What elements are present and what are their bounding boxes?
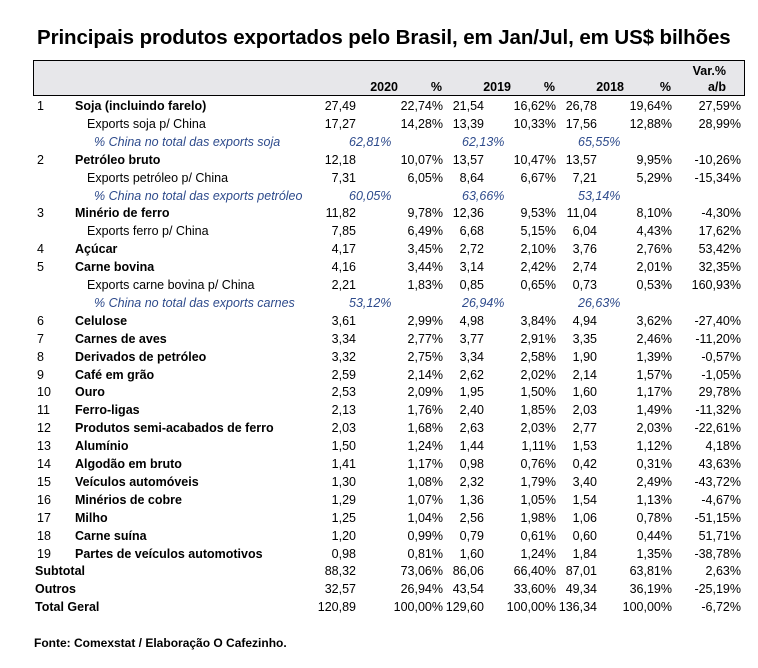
- table-row: [0, 133, 758, 151]
- value-2018: 136,34: [558, 600, 597, 615]
- row-number: 16: [37, 492, 51, 507]
- value-2019: 3,14: [459, 260, 484, 275]
- pct-2019: 9,53%: [520, 206, 556, 221]
- variation: -4,67%: [701, 492, 741, 507]
- header-var-line1: Var.%: [692, 64, 726, 78]
- variation: -11,32%: [695, 403, 741, 418]
- pct-2018: 9,95%: [636, 152, 672, 167]
- row-label: Exports ferro p/ China: [87, 224, 209, 239]
- table-row: [0, 276, 758, 294]
- row-number: 15: [37, 474, 51, 489]
- value-2018: 0,73: [572, 278, 597, 292]
- pct-2019: 100,00%: [506, 600, 556, 615]
- row-label: Exports soja p/ China: [87, 116, 206, 131]
- variation: 27,59%: [698, 99, 741, 113]
- header-2018: 2018: [596, 80, 624, 94]
- variation: -43,72%: [694, 474, 741, 489]
- value-2019: 3,77: [459, 331, 484, 346]
- source-note: Fonte: Comexstat / Elaboração O Cafezinho.: [34, 636, 287, 650]
- value-2019: 2,56: [459, 510, 484, 525]
- value-2020: 17,27: [324, 116, 356, 131]
- row-label: Ouro: [75, 385, 105, 400]
- value-2020: 12,18: [324, 152, 356, 167]
- pct-2018: 0,31%: [636, 457, 672, 471]
- value-2018: 1,06: [572, 510, 597, 525]
- row-number: 8: [37, 349, 44, 364]
- row-label: % China no total das exports carnes: [94, 295, 295, 310]
- value-2018: 2,03: [572, 403, 597, 418]
- row-label: Derivados de petróleo: [75, 349, 207, 364]
- row-label: Petróleo bruto: [75, 152, 161, 167]
- pct-2018: 2,76%: [636, 242, 672, 257]
- pct-2020: 1,04%: [407, 510, 443, 525]
- row-number: 14: [37, 457, 51, 471]
- header-2019-pct: %: [543, 80, 555, 94]
- table-row: [0, 419, 758, 437]
- table-row: [0, 455, 758, 473]
- value-2019: 6,68: [459, 224, 484, 239]
- row-label: Açúcar: [75, 242, 118, 257]
- value-2018: 13,57: [565, 152, 597, 167]
- pct-2019: 0,61%: [520, 528, 556, 543]
- value-2020: 3,34: [331, 331, 356, 346]
- pct-2020: 1,83%: [407, 278, 443, 292]
- pct-2018: 3,62%: [636, 313, 672, 328]
- pct-2018: 100,00%: [622, 600, 672, 615]
- row-number: 17: [37, 510, 51, 525]
- value-2019: 1,36: [459, 492, 484, 507]
- pct-2018: 8,10%: [636, 206, 672, 221]
- row-number: 6: [37, 313, 44, 328]
- value-2020: 2,53: [331, 385, 356, 400]
- row-label: Exports petróleo p/ China: [87, 170, 229, 185]
- row-label: Alumínio: [75, 439, 129, 454]
- value-2020: 1,41: [331, 457, 356, 471]
- row-label: Celulose: [75, 313, 128, 328]
- pct-2020: 1,08%: [407, 474, 443, 489]
- value-2020: 2,13: [331, 403, 356, 418]
- value-2018: 2,74: [572, 260, 597, 275]
- pct-2018: 1,12%: [636, 439, 672, 454]
- value-2019: 63,66%: [462, 188, 505, 203]
- value-2018: 26,63%: [578, 295, 621, 310]
- pct-2018: 1,13%: [636, 492, 672, 507]
- value-2020: 4,17: [331, 242, 356, 257]
- pct-2018: 5,29%: [636, 170, 672, 185]
- row-number: 1: [37, 99, 44, 113]
- value-2019: 13,57: [452, 152, 484, 167]
- value-2018: 0,42: [572, 457, 597, 471]
- table-row: [0, 97, 758, 115]
- pct-2020: 73,06%: [400, 564, 443, 579]
- value-2019: 1,60: [459, 546, 484, 561]
- row-label: Café em grão: [75, 367, 155, 382]
- value-2018: 17,56: [565, 116, 597, 131]
- value-2019: 0,79: [459, 528, 484, 543]
- pct-2020: 1,76%: [407, 403, 443, 418]
- pct-2019: 2,91%: [520, 331, 556, 346]
- pct-2018: 1,17%: [636, 385, 672, 400]
- row-number: 5: [37, 260, 44, 275]
- variation: -10,26%: [694, 152, 741, 167]
- header-2020: 2020: [370, 80, 398, 94]
- value-2018: 49,34: [565, 582, 597, 597]
- row-number: 9: [37, 367, 44, 382]
- pct-2020: 3,45%: [407, 242, 443, 257]
- value-2020: 60,05%: [349, 188, 392, 203]
- row-label: % China no total das exports petróleo: [94, 188, 303, 203]
- variation: 29,78%: [698, 385, 741, 400]
- value-2018: 7,21: [572, 170, 597, 185]
- pct-2020: 9,78%: [407, 206, 443, 221]
- value-2019: 62,13%: [462, 134, 505, 149]
- variation: 32,35%: [698, 260, 741, 275]
- value-2020: 53,12%: [349, 295, 392, 310]
- value-2019: 12,36: [452, 206, 484, 221]
- table-row: [0, 580, 758, 598]
- pct-2019: 5,15%: [520, 224, 556, 239]
- row-label: Minérios de cobre: [75, 492, 182, 507]
- value-2020: 1,20: [331, 528, 356, 543]
- table-row: [0, 204, 758, 222]
- pct-2018: 0,53%: [636, 278, 672, 292]
- value-2018: 6,04: [572, 224, 597, 239]
- value-2020: 3,32: [331, 349, 356, 364]
- value-2020: 2,59: [331, 367, 356, 382]
- pct-2018: 12,88%: [629, 116, 672, 131]
- table-row: [0, 294, 758, 312]
- header-2020-pct: %: [430, 80, 442, 94]
- table-row: [0, 115, 758, 133]
- pct-2020: 26,94%: [400, 582, 443, 597]
- value-2018: 26,78: [565, 99, 597, 113]
- row-number: 13: [37, 439, 51, 454]
- pct-2018: 2,03%: [636, 421, 672, 436]
- value-2019: 13,39: [452, 116, 484, 131]
- row-number: 3: [37, 206, 44, 221]
- value-2018: 1,54: [572, 492, 597, 507]
- pct-2019: 2,58%: [520, 349, 556, 364]
- row-label: Algodão em bruto: [75, 457, 182, 471]
- row-label: Minério de ferro: [75, 206, 170, 221]
- pct-2018: 4,43%: [636, 224, 672, 239]
- value-2018: 1,60: [572, 385, 597, 400]
- row-number: 18: [37, 528, 51, 543]
- pct-2020: 22,74%: [400, 99, 443, 113]
- pct-2018: 36,19%: [629, 582, 672, 597]
- variation: -27,40%: [694, 313, 741, 328]
- row-number: 2: [37, 152, 44, 167]
- pct-2018: 63,81%: [629, 564, 672, 579]
- row-label: Veículos automóveis: [75, 474, 199, 489]
- variation: -6,72%: [701, 600, 741, 615]
- value-2018: 11,04: [566, 206, 597, 221]
- variation: 2,63%: [705, 564, 741, 579]
- value-2019: 8,64: [459, 170, 484, 185]
- value-2018: 65,55%: [578, 134, 621, 149]
- value-2018: 4,94: [572, 313, 597, 328]
- variation: 160,93%: [691, 278, 741, 292]
- pct-2018: 0,44%: [636, 528, 672, 543]
- table-title: Principais produtos exportados pelo Brasil, em Jan/Jul, em US$ bilhões: [37, 26, 731, 49]
- table-row: [0, 562, 758, 580]
- pct-2019: 1,79%: [520, 474, 556, 489]
- pct-2019: 2,02%: [520, 367, 556, 382]
- row-number: 19: [37, 546, 51, 561]
- row-label: Milho: [75, 510, 108, 525]
- table-row: [0, 527, 758, 545]
- value-2019: 1,95: [459, 385, 484, 400]
- pct-2020: 6,05%: [407, 170, 443, 185]
- value-2020: 4,16: [331, 260, 356, 275]
- header-2019: 2019: [483, 80, 511, 94]
- row-label: Total Geral: [35, 600, 100, 615]
- table-row: [0, 222, 758, 240]
- value-2020: 1,29: [331, 492, 356, 507]
- variation: 43,63%: [698, 457, 741, 471]
- value-2020: 1,50: [331, 439, 356, 454]
- pct-2019: 10,33%: [513, 116, 556, 131]
- value-2018: 1,53: [572, 439, 597, 454]
- pct-2018: 2,01%: [636, 260, 672, 275]
- value-2020: 3,61: [331, 313, 356, 328]
- variation: -25,19%: [694, 582, 741, 597]
- value-2019: 86,06: [452, 564, 484, 579]
- value-2019: 129,60: [445, 600, 484, 615]
- pct-2020: 2,75%: [407, 349, 443, 364]
- pct-2020: 14,28%: [400, 116, 443, 131]
- variation: 17,62%: [698, 224, 741, 239]
- pct-2019: 10,47%: [513, 152, 556, 167]
- header-var-line2: a/b: [707, 80, 726, 94]
- table-row: [0, 312, 758, 330]
- row-label: Carne bovina: [75, 260, 155, 275]
- value-2020: 32,57: [324, 582, 356, 597]
- table-row: [0, 509, 758, 527]
- value-2020: 11,82: [325, 206, 356, 221]
- value-2018: 3,35: [572, 331, 597, 346]
- table-row: [0, 330, 758, 348]
- value-2018: 1,84: [572, 546, 597, 561]
- table-row: [0, 169, 758, 187]
- pct-2018: 2,46%: [636, 331, 672, 346]
- value-2020: 2,21: [331, 278, 356, 292]
- value-2019: 4,98: [459, 313, 484, 328]
- value-2018: 2,14: [572, 367, 597, 382]
- pct-2018: 2,49%: [636, 474, 672, 489]
- table-header: [33, 60, 745, 96]
- pct-2019: 1,24%: [520, 546, 556, 561]
- row-number: 4: [37, 242, 44, 257]
- table-row: [0, 598, 758, 616]
- value-2019: 26,94%: [462, 295, 505, 310]
- value-2019: 43,54: [452, 582, 484, 597]
- pct-2020: 3,44%: [407, 260, 443, 275]
- row-number: 10: [37, 385, 51, 400]
- value-2019: 2,72: [459, 242, 484, 257]
- pct-2019: 2,10%: [520, 242, 556, 257]
- pct-2019: 33,60%: [513, 582, 556, 597]
- pct-2019: 2,03%: [520, 421, 556, 436]
- pct-2020: 1,17%: [407, 457, 443, 471]
- pct-2020: 2,77%: [407, 331, 443, 346]
- table-row: [0, 348, 758, 366]
- pct-2019: 0,65%: [520, 278, 556, 292]
- pct-2020: 2,09%: [407, 385, 443, 400]
- table-row: [0, 240, 758, 258]
- value-2020: 7,31: [331, 170, 356, 185]
- pct-2020: 2,99%: [407, 313, 443, 328]
- pct-2020: 0,99%: [407, 528, 443, 543]
- row-number: 11: [37, 403, 50, 418]
- variation: 28,99%: [698, 116, 741, 131]
- variation: 51,71%: [698, 528, 741, 543]
- value-2020: 2,03: [331, 421, 356, 436]
- header-2018-pct: %: [659, 80, 671, 94]
- table-row: [0, 383, 758, 401]
- pct-2020: 100,00%: [393, 600, 443, 615]
- pct-2018: 1,49%: [636, 403, 672, 418]
- pct-2020: 6,49%: [407, 224, 443, 239]
- row-label: Soja (incluindo farelo): [75, 99, 207, 113]
- value-2020: 0,98: [331, 546, 356, 561]
- table-row: [0, 545, 758, 563]
- value-2019: 21,54: [452, 99, 484, 113]
- row-label: Produtos semi-acabados de ferro: [75, 421, 274, 436]
- pct-2020: 0,81%: [407, 546, 443, 561]
- table-row: [0, 437, 758, 455]
- table-row: [0, 401, 758, 419]
- table-row: [0, 258, 758, 276]
- value-2018: 87,01: [565, 564, 597, 579]
- pct-2019: 1,50%: [520, 385, 556, 400]
- value-2020: 120,89: [317, 600, 356, 615]
- row-number: 7: [37, 331, 44, 346]
- row-label: Carne suína: [75, 528, 147, 543]
- variation: -1,05%: [701, 367, 741, 382]
- row-label: Exports carne bovina p/ China: [87, 278, 255, 292]
- pct-2019: 1,98%: [520, 510, 556, 525]
- pct-2018: 1,35%: [636, 546, 672, 561]
- value-2019: 1,44: [459, 439, 484, 454]
- variation: -0,57%: [701, 349, 741, 364]
- row-label: Subtotal: [35, 564, 85, 579]
- table-row: [0, 366, 758, 384]
- value-2020: 62,81%: [349, 134, 392, 149]
- pct-2019: 0,76%: [520, 457, 556, 471]
- pct-2020: 2,14%: [407, 367, 443, 382]
- table-row: [0, 473, 758, 491]
- pct-2019: 6,67%: [520, 170, 556, 185]
- value-2019: 3,34: [459, 349, 484, 364]
- row-number: 12: [37, 421, 51, 436]
- pct-2019: 16,62%: [513, 99, 556, 113]
- value-2020: 1,25: [331, 510, 356, 525]
- value-2019: 2,62: [459, 367, 484, 382]
- pct-2019: 1,05%: [520, 492, 556, 507]
- value-2018: 3,76: [572, 242, 597, 257]
- pct-2020: 1,07%: [407, 492, 443, 507]
- pct-2020: 1,24%: [407, 439, 443, 454]
- row-label: Outros: [35, 582, 76, 597]
- variation: -38,78%: [694, 546, 741, 561]
- variation: -51,15%: [694, 510, 741, 525]
- pct-2019: 66,40%: [513, 564, 556, 579]
- value-2020: 1,30: [331, 474, 356, 489]
- value-2018: 53,14%: [578, 188, 621, 203]
- pct-2018: 1,39%: [636, 349, 672, 364]
- value-2019: 0,98: [459, 457, 484, 471]
- variation: -4,30%: [701, 206, 741, 221]
- variation: -15,34%: [694, 170, 741, 185]
- table-row: [0, 187, 758, 205]
- value-2018: 2,77: [572, 421, 597, 436]
- value-2018: 1,90: [572, 349, 597, 364]
- value-2020: 88,32: [324, 564, 356, 579]
- row-label: % China no total das exports soja: [94, 134, 281, 149]
- pct-2019: 1,85%: [520, 403, 556, 418]
- table-row: [0, 491, 758, 509]
- pct-2019: 1,11%: [521, 439, 556, 454]
- value-2020: 7,85: [331, 224, 356, 239]
- pct-2019: 2,42%: [520, 260, 556, 275]
- variation: -11,20%: [695, 331, 741, 346]
- pct-2018: 0,78%: [636, 510, 672, 525]
- value-2019: 2,63: [459, 421, 484, 436]
- row-label: Ferro-ligas: [75, 403, 140, 418]
- table-row: [0, 151, 758, 169]
- value-2019: 2,40: [459, 403, 484, 418]
- value-2019: 2,32: [459, 474, 484, 489]
- pct-2020: 10,07%: [400, 152, 443, 167]
- pct-2020: 1,68%: [407, 421, 443, 436]
- pct-2019: 3,84%: [520, 313, 556, 328]
- pct-2018: 19,64%: [629, 99, 672, 113]
- pct-2018: 1,57%: [636, 367, 672, 382]
- row-label: Carnes de aves: [75, 331, 167, 346]
- value-2019: 0,85: [459, 278, 484, 292]
- value-2020: 27,49: [324, 99, 356, 113]
- variation: 4,18%: [705, 439, 741, 454]
- variation: -22,61%: [694, 421, 741, 436]
- value-2018: 0,60: [572, 528, 597, 543]
- value-2018: 3,40: [572, 474, 597, 489]
- row-label: Partes de veículos automotivos: [75, 546, 263, 561]
- variation: 53,42%: [698, 242, 741, 257]
